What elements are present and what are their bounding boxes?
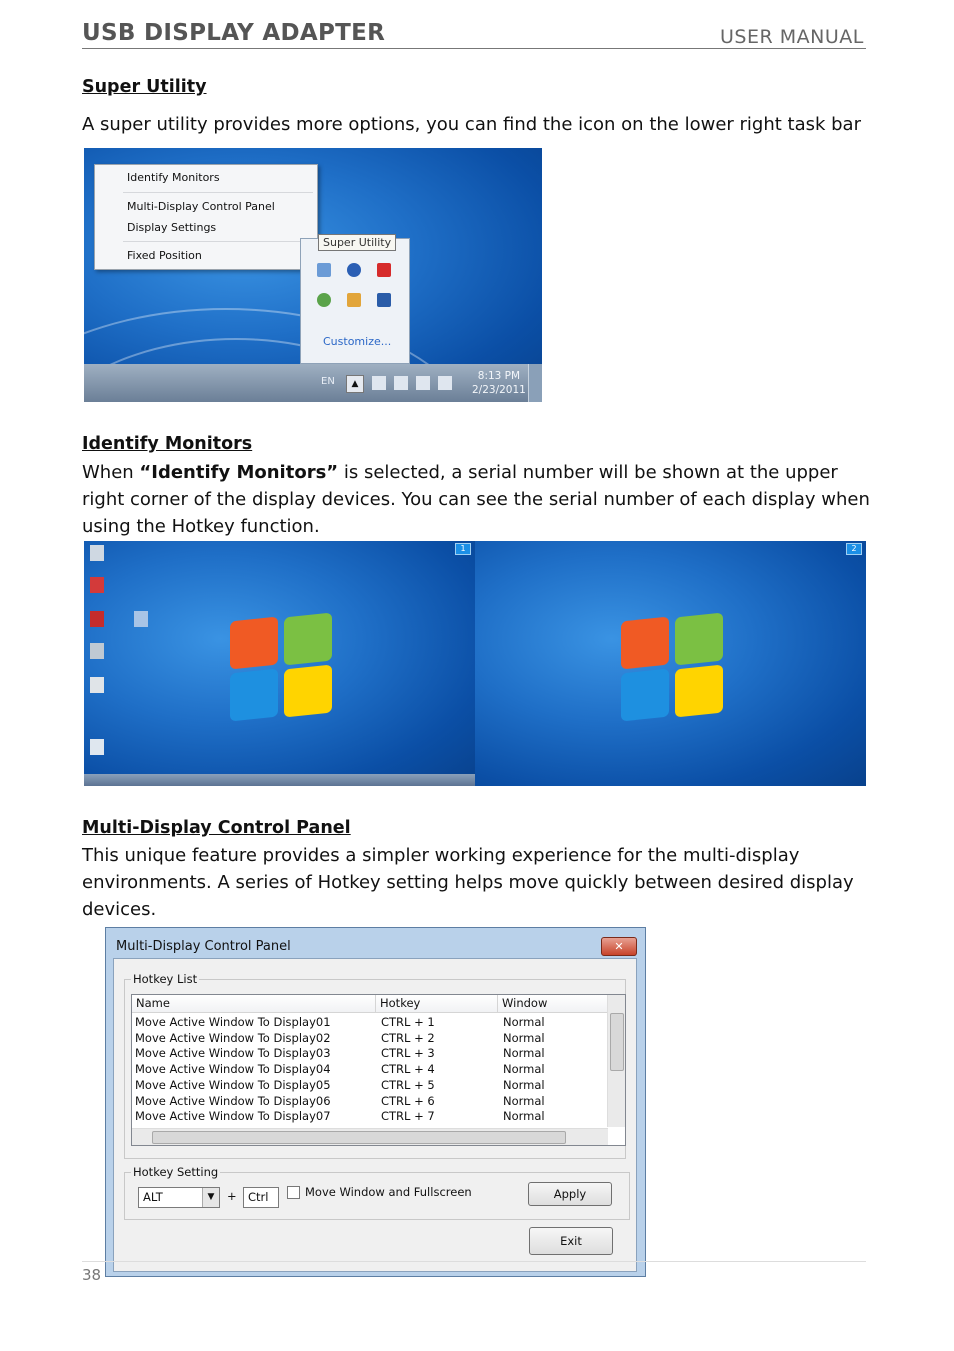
window-mode-cell: Normal (503, 1093, 545, 1108)
antivirus-icon[interactable] (377, 263, 391, 277)
table-row[interactable] (135, 1094, 605, 1110)
desktop-shortcut-icon (134, 611, 148, 627)
hotkey-list-label: Hotkey List (133, 972, 198, 986)
modifier-select[interactable]: ALT ▼ (138, 1187, 220, 1208)
windows-logo-icon (230, 615, 340, 725)
hotkey-combo-cell: CTRL + 7 (381, 1109, 435, 1124)
document-title: USB DISPLAY ADAPTER (82, 20, 386, 46)
vertical-scrollbar[interactable] (607, 995, 625, 1127)
super-utility-tray-icon[interactable] (317, 263, 331, 277)
hotkey-name-cell: Move Active Window To Display05 (135, 1077, 331, 1092)
recycle-bin-icon (90, 545, 104, 561)
window-mode-cell: Normal (503, 1046, 545, 1061)
key-input[interactable]: Ctrl (243, 1187, 279, 1208)
fullscreen-checkbox[interactable] (287, 1186, 300, 1199)
scroll-thumb[interactable] (152, 1131, 566, 1144)
plus-sign: + (227, 1189, 237, 1203)
dialog-body (113, 958, 637, 1272)
scroll-thumb[interactable] (610, 1013, 624, 1071)
hotkey-combo-cell: CTRL + 3 (381, 1046, 435, 1061)
customize-link[interactable]: Customize... (323, 335, 392, 348)
hotkey-name-cell: Move Active Window To Display04 (135, 1062, 331, 1077)
menu-item-control-panel[interactable]: Multi-Display Control Panel (127, 200, 275, 213)
super-utility-tooltip: Super Utility (318, 234, 396, 251)
window-mode-cell: Normal (503, 1062, 545, 1077)
usb-icon[interactable] (394, 376, 408, 390)
window-mode-cell: Normal (503, 1077, 545, 1092)
table-row[interactable] (135, 1078, 605, 1094)
super-utility-screenshot (84, 148, 542, 402)
hotkey-setting-group (124, 1165, 630, 1220)
hotkey-name-cell: Move Active Window To Display07 (135, 1109, 331, 1124)
hotkey-list[interactable] (131, 994, 626, 1146)
menu-item-fixed-position[interactable]: Fixed Position (127, 249, 202, 262)
hotkey-combo-cell: CTRL + 4 (381, 1062, 435, 1077)
apply-button[interactable]: Apply (528, 1182, 612, 1206)
identify-monitors-text: When “Identify Monitors” is selected, a serial number will be shown at the upper right corner of the display devices. You can see the serial number of each display when using the Hotkey function. (82, 462, 870, 537)
volume-icon[interactable] (438, 376, 452, 390)
flag-icon[interactable] (372, 376, 386, 390)
network-icon[interactable] (317, 293, 331, 307)
header-rule (82, 48, 866, 49)
chevron-down-icon[interactable]: ▼ (202, 1188, 219, 1207)
windows-update-icon[interactable] (347, 293, 361, 307)
table-row[interactable] (135, 1031, 605, 1047)
super-utility-text: A super utility provides more options, you can find the icon on the lower right task bar (82, 114, 861, 135)
clock[interactable]: 8:13 PM 2/23/2011 (472, 370, 526, 396)
exit-button[interactable]: Exit (529, 1227, 613, 1255)
page-number: 38 (82, 1266, 102, 1284)
menu-item-display-settings[interactable]: Display Settings (127, 221, 217, 234)
display-2-screenshot (475, 541, 866, 786)
show-hidden-icons-button[interactable]: ▲ (346, 375, 364, 393)
windows-logo-icon (621, 615, 731, 725)
display-1-screenshot (84, 541, 475, 786)
column-header-name[interactable]: Name (132, 995, 376, 1013)
hotkey-setting-label: Hotkey Setting (133, 1165, 219, 1179)
serial-number-badge: 1 (455, 543, 471, 555)
horizontal-scrollbar[interactable] (132, 1128, 608, 1145)
table-row[interactable] (135, 1062, 605, 1078)
desktop-shortcut-icon (90, 577, 104, 593)
hotkey-combo-cell: CTRL + 2 (381, 1030, 435, 1045)
desktop-shortcut-icon (90, 643, 104, 659)
window-mode-cell: Normal (503, 1015, 545, 1029)
hotkey-list-group (124, 972, 626, 1159)
hotkey-name-cell: Move Active Window To Display06 (135, 1093, 331, 1108)
column-header-hotkey[interactable]: Hotkey (376, 995, 498, 1013)
context-menu (94, 164, 318, 270)
taskbar (84, 774, 475, 786)
network-status-icon[interactable] (416, 376, 430, 390)
taskbar (84, 364, 542, 402)
fullscreen-checkbox-label: Move Window and Fullscreen (305, 1185, 472, 1199)
close-icon[interactable]: ✕ (601, 937, 637, 956)
language-indicator[interactable]: EN (321, 376, 335, 387)
dialog-title: Multi-Display Control Panel (116, 939, 291, 954)
desktop-shortcut-icon (90, 677, 104, 693)
window-mode-cell: Normal (503, 1109, 545, 1124)
bluetooth-icon[interactable] (347, 263, 361, 277)
hotkey-name-cell: Move Active Window To Display01 (135, 1015, 331, 1029)
heading-super-utility: Super Utility (82, 77, 207, 97)
menu-item-identify-monitors[interactable]: Identify Monitors (127, 171, 220, 184)
hotkey-combo-cell: CTRL + 5 (381, 1077, 435, 1092)
table-row[interactable] (135, 1109, 605, 1125)
table-row[interactable] (135, 1015, 605, 1031)
hotkey-name-cell: Move Active Window To Display03 (135, 1046, 331, 1061)
desktop-shortcut-icon (90, 611, 104, 627)
heading-identify-monitors: Identify Monitors (82, 434, 253, 454)
serial-number-badge: 2 (846, 543, 862, 555)
tray-overflow-panel (300, 238, 410, 364)
hotkey-name-cell: Move Active Window To Display02 (135, 1030, 331, 1045)
control-panel-text: This unique feature provides a simpler working experience for the multi-display environments. A series of Hotkey setting helps move quickly between desired display devices. (82, 845, 854, 920)
footer-rule (82, 1261, 866, 1262)
column-header-window[interactable]: Window (498, 995, 608, 1013)
graphics-icon[interactable] (377, 293, 391, 307)
show-desktop-button[interactable] (528, 364, 542, 402)
hotkey-combo-cell: CTRL + 6 (381, 1093, 435, 1108)
control-panel-dialog (105, 927, 646, 1277)
heading-control-panel: Multi-Display Control Panel (82, 818, 351, 838)
document-subtitle: USER MANUAL (720, 26, 864, 48)
desktop-shortcut-icon (90, 739, 104, 755)
window-mode-cell: Normal (503, 1030, 545, 1045)
table-row[interactable] (135, 1046, 605, 1062)
hotkey-combo-cell: CTRL + 1 (381, 1015, 435, 1029)
